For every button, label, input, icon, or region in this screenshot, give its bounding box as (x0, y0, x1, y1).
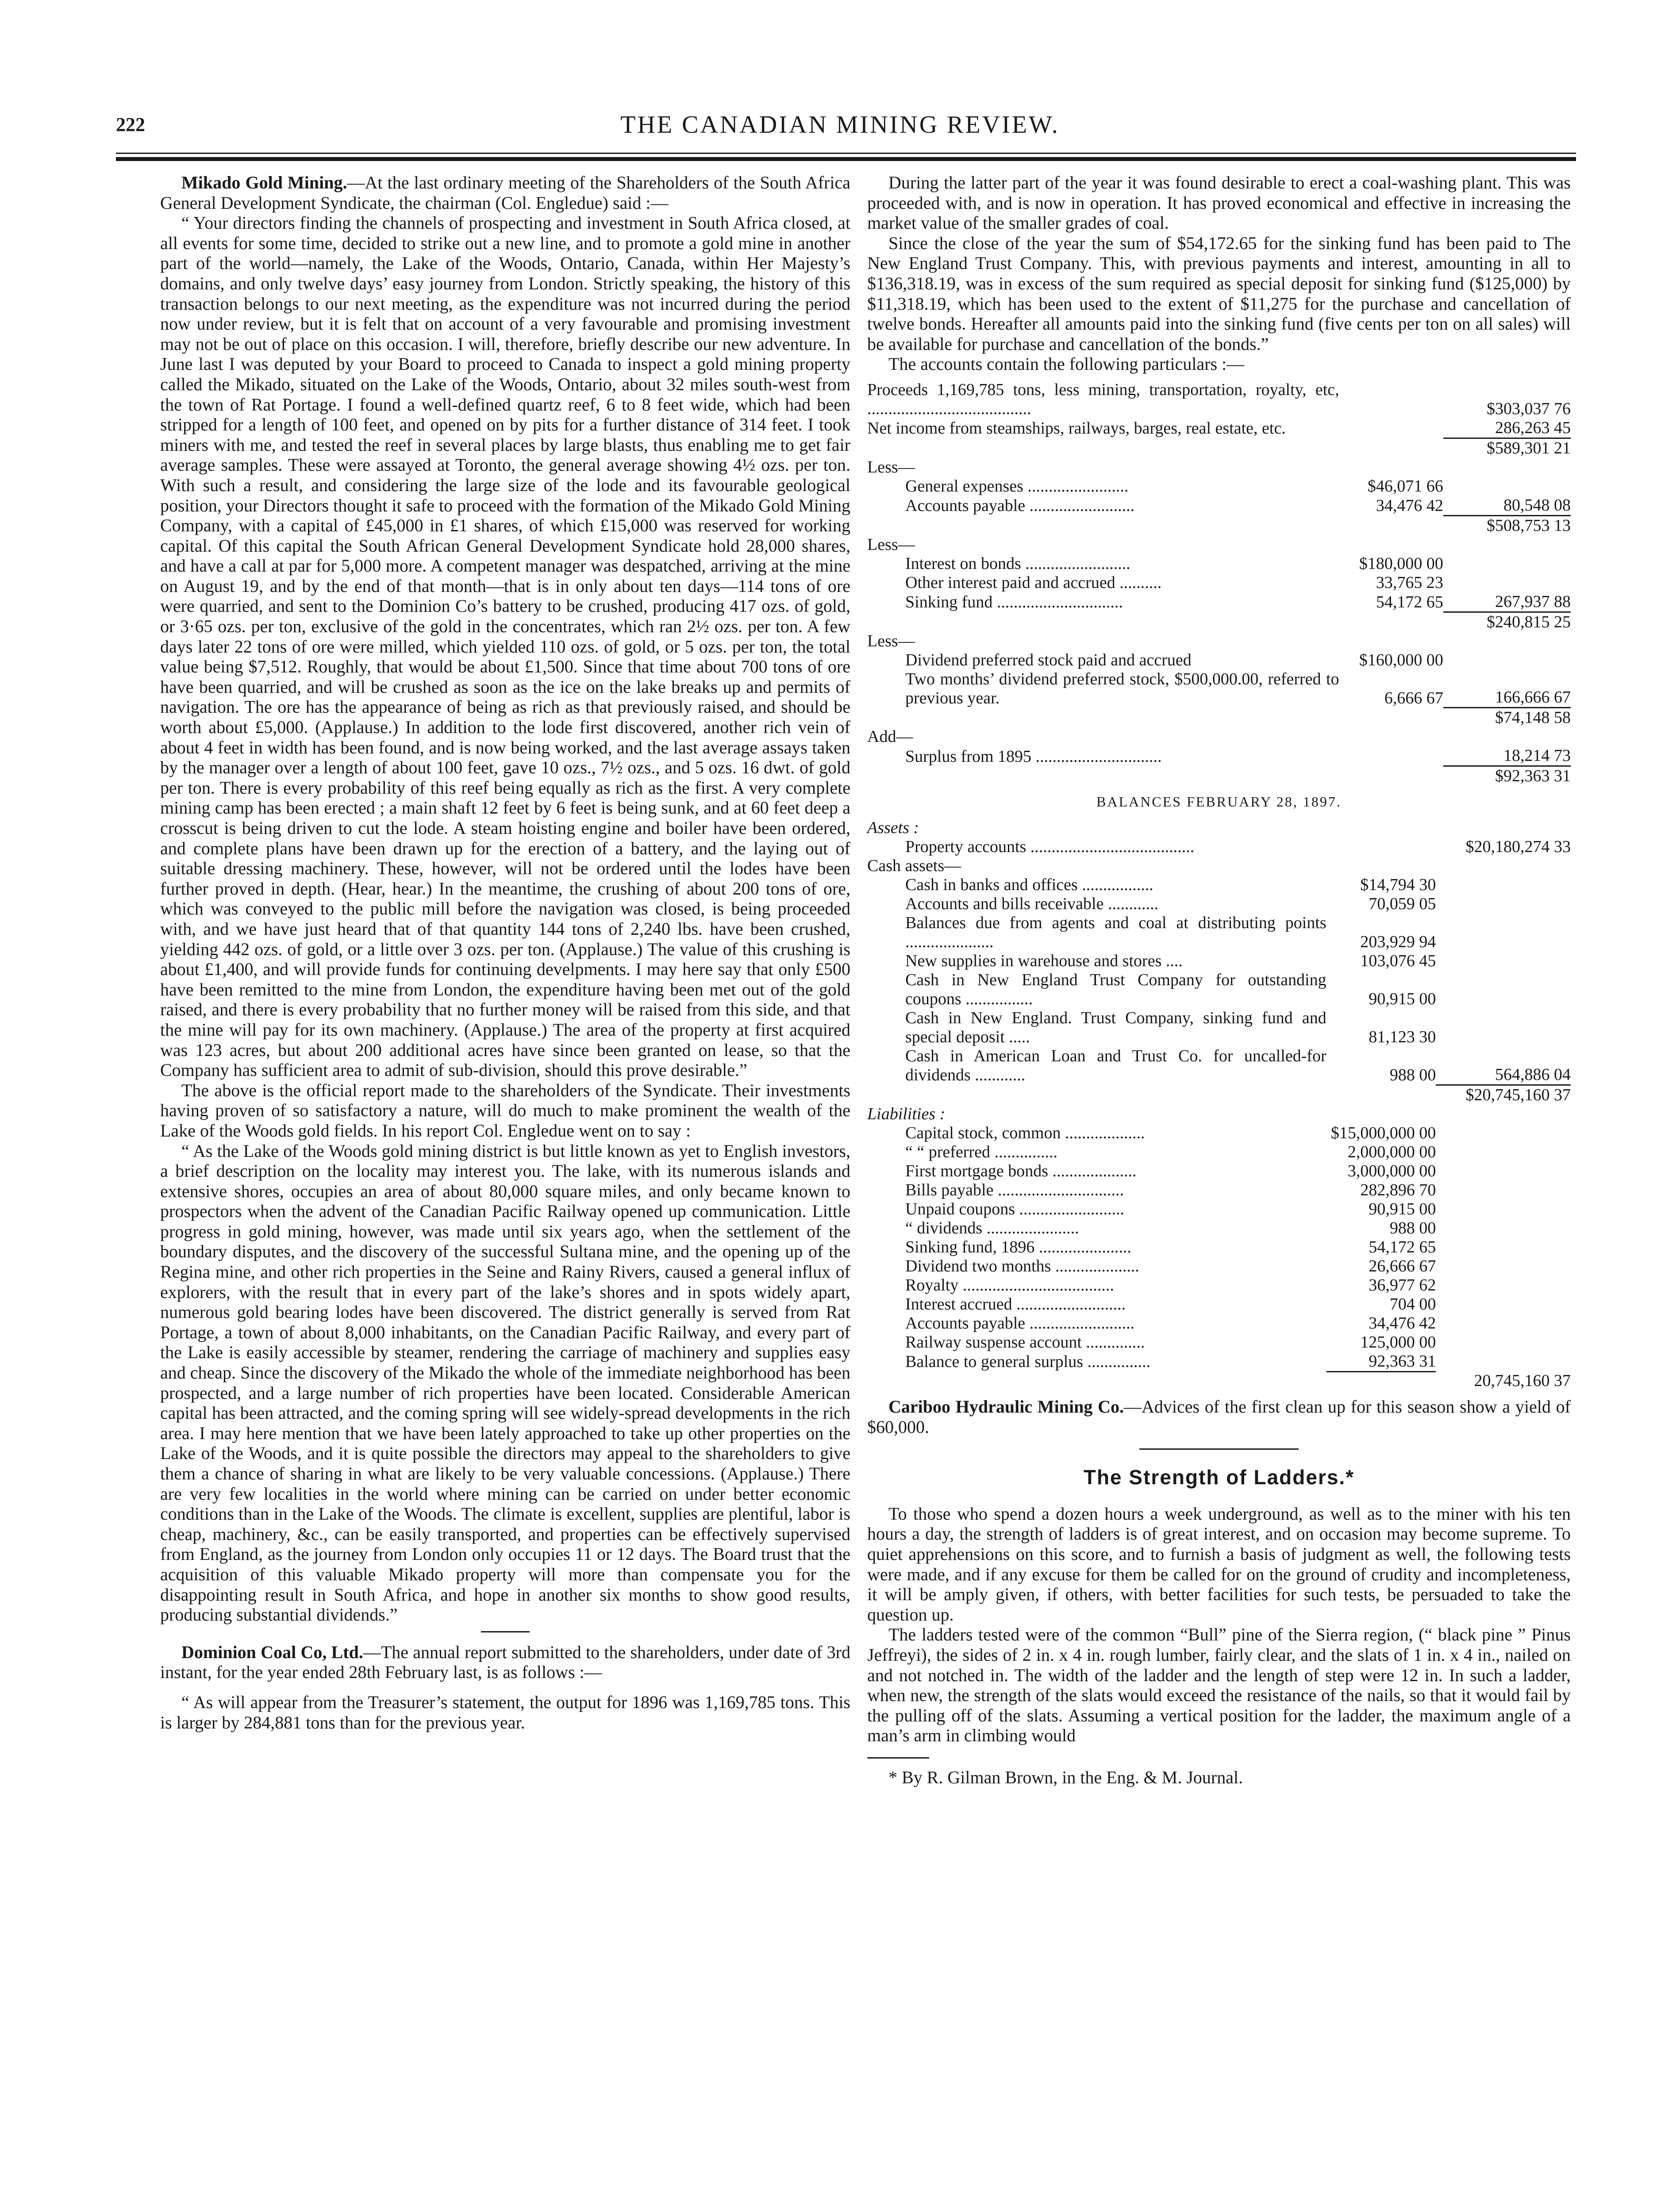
section-divider (481, 1631, 530, 1632)
table-row: Accounts payable ......................... 34,476 42 80,548 08 (905, 495, 1571, 515)
table-row: Unpaid coupons ......................... 90,915 00 (905, 1199, 1436, 1218)
mikado-paragraph-1: “ Your directors finding the channels of prospecting and investment in South Africa closed, at all events for some time, decided to strike out a new line, and to promote a gold mine in another part of the world—namely, the Lake of the Woods, Ontario, Canada, within Her Majesty’s domains, and only twelve days’ easy journey from London. Strictly speaking, the history of this transaction belongs to our next meeting, as the expenditure was not incurred during the period now under review, but it is felt that on account of a very favourable and promising investment may not be out of place on this occasion. I will, therefore, briefly describe our new adventure. In June last I was deputed by your Board to proceed to Canada to inspect a gold mining property called the Mikado, situated on the Lake of the Woods, Ontario, about 32 miles south-west from the town of Rat Portage. I found a well-defined quartz reef, 6 to 8 feet wide, which had been stripped for a length of 100 feet, and opened on by pits for a further distance of 314 feet. I took miners with me, and tested the reef in several places by large blasts, thus enabling me to get fair average samples. These were assayed at Toronto, the general average showing 4½ ozs. per ton. With such a result, and considering the large size of the lode and its favourable geological position, your Directors thought it safe to proceed with the formation of the Mikado Gold Mining Company, with a capital of £45,000 in £1 shares, of which £15,000 was reserved for working capital. Of this capital the South African General Development Syndicate hold 28,000 shares, and have a call at par for 5,000 more. A competent manager was despatched, arriving at the mine on August 19, and by the end of that month—that is in only about ten days—114 tons of ore were quarried, and sent to the Dominion Co’s battery to be crushed, producing 417 ozs. of gold, or 3·65 ozs. per ton, exclusive of the gold in the concentrates, which ran 2½ ozs. per ton. A few days later 22 tons of ore were milled, which yielded 110 ozs. of gold, or 5 ozs. per ton, the total value being $7,512. Roughly, that would be about £1,500. Since that time about 700 tons of ore have been quarried, and will be crushed as soon as the ice on the lake breaks up and permits of navigation. The ore has the appearance of being as rich as that previously raised, and should be worth about £5,000. (Applause.) In addition to the lode first discovered, another rich vein of about 4 feet in width has been found, and is now being worked, and the last average assays taken by the manager over a length of about 100 feet, gave 10 ozs., 7½ ozs., and 5 ozs. 16 dwt. of gold per ton. There is every probability of this reef being equally as rich as the first. A very complete mining camp has been erected ; a main shaft 12 feet by 6 feet is being sunk, and at 60 feet deep a crosscut is being driven to cut the lode. A steam hoisting engine and boiler have been ordered, and complete plans have been drawn up for the erection of a battery, and the laying out of suitable dressing machinery. These, however, will not be ordered until the lodes have been further proved in depth. (Hear, hear.) In the meantime, the crushing of about 200 tons of ore, which was conveyed to the public mill before the navigation was closed, is being proceeded with, and we have just heard that of that quantity 144 tons of 2,240 lbs. have been crushed, yielding 442 ozs. of gold, or a little over 3 ozs. per ton. (Applause.) The value of this crushing is about £1,400, and will provide funds for continuing develpments. I may here say that only £500 have been remitted to the mine from London, the expenditure having been met out of the gold raised, and there is every probability that no further money will be raised from this side, and that the mine will pay for its own machinery. (Applause.) The area of the property at first acquired was 123 acres, but about 200 additional acres have since been granted on lease, so that the Company has sufficient area to admit of sub-division, should this prove desirable.” (160, 213, 850, 1080)
dominion-intro: Dominion Coal Co, Ltd.—The annual report submitted to the shareholders, under date of 3rd instant, for the year ended 28th February last, is as follows :— (160, 1642, 850, 1682)
section-divider (1139, 1448, 1299, 1450)
table-row: Less— (867, 535, 915, 554)
table-row: Capital stock, common ................... $15,000,000 00 (905, 1123, 1436, 1142)
total-value: $92,363 31 (1443, 766, 1571, 786)
table-row (867, 818, 1571, 837)
ladders-paragraph-2: The ladders tested were of the common “Bull” pine of the Sierra region, (“ black pine ” Pinus Jeffreyi), the sides of 2 in. x 4 in. rough lumber, fairly clear, and the slats of 1 in. x 4 in., nailed on and not notched in. The width of the ladder and the length of step were 12 in. In such a ladder, when new, the strength of the slats would exceed the resistance of the nails, so that it would fail by the pulling off of the slats. Assuming a vertical position for the ladder, the maximum angle of a man’s arm in climbing would (867, 1624, 1571, 1746)
mikado-paragraph-2: The above is the official report made to the shareholders of the Syndicate. Their investments having proven of so satisfactory a nature, will do much to make prominent the wealth of the Lake of the Woods gold fields. In his report Col. Engledue went on to say : (160, 1080, 850, 1141)
table-row: Net income from steamships, railways, barges, real estate, etc. 286,263 45 (867, 418, 1571, 438)
table-row: Cash in New England Trust Company for outstanding coupons ................ 90,915 00 (905, 971, 1436, 1009)
mikado-intro: Mikado Gold Mining.—At the last ordinary meeting of the Shareholders of the South Africa General Development Syndicate, the chairman (Col. Engledue) said :— (160, 173, 850, 213)
footnote: * By R. Gilman Brown, in the Eng. & M. Journal. (888, 1767, 1243, 1787)
subtotal-value: $508,753 13 (1443, 515, 1571, 535)
dominion-heading: Dominion Coal Co, Ltd. (181, 1642, 363, 1662)
table-row: Proceeds 1,169,785 tons, less mining, transportation, royalty, etc, ....................................... $303,037 76 (867, 380, 1571, 418)
table-row: Add— (867, 727, 913, 746)
cariboo-heading: Cariboo Hydraulic Mining Co. (888, 1397, 1124, 1417)
table-row: Accounts payable ......................... 34,476 42 (905, 1313, 1436, 1333)
table-row: Interest accrued .......................... 704 00 (905, 1294, 1436, 1313)
table-row (867, 1105, 1571, 1124)
table-row: Accounts and bills receivable ............ 70,059 05 (905, 895, 1436, 914)
subtotal-value: $589,301 21 (1443, 438, 1571, 458)
table-row: Cash in banks and offices ................. $14,794 30 (905, 876, 1436, 895)
table-row: Dividend two months .................... 26,666 67 (905, 1256, 1436, 1275)
ladders-title: The Strength of Ladders.* (1083, 1466, 1355, 1489)
mikado-heading: Mikado Gold Mining. (181, 173, 347, 192)
liabilities-label: Liabilities : (867, 1104, 946, 1123)
table-row: Two months’ dividend preferred stock, $500,000.00, referred to previous year. 6,666 67 166,666 67 (905, 669, 1571, 707)
balances-heading: BALANCES FEBRUARY 28, 1897. (1096, 794, 1342, 810)
table-row (867, 612, 1571, 632)
balance-sheet-table (867, 818, 1571, 1390)
table-row: First mortgage bonds .................... 3,000,000 00 (905, 1161, 1436, 1180)
assets-total: $20,745,160 37 (1436, 1085, 1571, 1105)
dominion-paragraph-2: During the latter part of the year it was found desirable to erect a coal-washing plant. This was proceeded with, and is now in operation. It has proved economical and effective in increasing the market value of the smaller grades of coal. (867, 173, 1571, 233)
footnote-rule (867, 1757, 929, 1759)
table-row: Cash in American Loan and Trust Co. for uncalled-for dividends ............ 988 00 564,886 04 (905, 1047, 1571, 1085)
table-row (867, 1371, 1571, 1390)
table-row: Cash assets— (867, 856, 961, 876)
table-row: Interest on bonds ......................... $180,000 00 (905, 554, 1443, 573)
table-row: Less— (867, 457, 915, 476)
assets-label: Assets : (867, 818, 919, 837)
table-row: Balances due from agents and coal at distributing points ..................... 203,929 94 (905, 914, 1436, 952)
table-row: Bills payable .............................. 282,896 70 (905, 1180, 1436, 1199)
running-header (0, 111, 1680, 146)
table-row: “ “ preferred ............... 2,000,000 00 (905, 1142, 1436, 1161)
table-row: Property accounts ....................................... $20,180,274 33 (905, 837, 1571, 856)
dominion-paragraph-4: The accounts contain the following particulars :— (888, 354, 1245, 374)
cariboo-paragraph: Cariboo Hydraulic Mining Co.—Advices of the first clean up for this season show a yield of $60,000. (867, 1397, 1571, 1437)
table-row: Railway suspense account .............. 125,000 00 (905, 1333, 1436, 1352)
table-row: Cash in New England. Trust Company, sinking fund and special deposit ..... 81,123 30 (905, 1009, 1436, 1047)
table-row: “ dividends ...................... 988 00 (905, 1218, 1436, 1237)
table-row (867, 708, 1571, 728)
table-row: Other interest paid and accrued .......... 33,765 23 (905, 573, 1443, 592)
table-row: Royalty .................................... 36,977 62 (905, 1275, 1436, 1294)
table-row: Sinking fund, 1896 ...................... 54,172 65 (905, 1237, 1436, 1256)
table-row: General expenses ........................ $46,071 66 (905, 476, 1443, 495)
page-number: 222 (116, 114, 145, 135)
dominion-paragraph-1: “ As will appear from the Treasurer’s statement, the output for 1896 was 1,169,785 tons. This is larger by 284,881 tons than for the previous year. (160, 1692, 850, 1732)
mikado-paragraph-3: “ As the Lake of the Woods gold mining district is but little known as yet to English investors, a brief description on the locality may interest you. The lake, with its numerous islands and extensive shores, occupies an area of about 80,000 square miles, and only became known to prospectors when the advent of the Canadian Pacific Railway opened up communication. Little progress in gold mining, however, was made until six years ago, when the settlement of the boundary disputes, and the discovery of the successful Sultana mine, and the opening up of the Regina mine, and other rich properties in the Seine and Rainy Rivers, caused a general influx of explorers, with the result that in every part of the lake’s shores and in spots widely apart, numerous gold bearing lodes have been discovered. The district generally is served from Rat Portage, a town of about 8,000 inhabitants, on the Canadian Pacific Railway, and every part of the Lake is easily accessible by steamer, rendering the carriage of machinery and supplies easy and cheap. Since the discovery of the Mikado the whole of the immediate neighborhood has been prospected, and a large number of rich properties have been located. Considerable American capital has been attracted, and the coming spring will see widely-spread developments in the rich area. I may here mention that we have been lately approached to take up other properties on the Lake of the Woods, and it is quite possible the directors may appeal to the shareholders to give them a chance of sharing in what are likely to be very valuable concessions. (Applause.) There are very few localities in the world where mining can be carried on under better economic conditions than in the Lake of the Woods. The climate is excellent, supplies are plentiful, labor is cheap, machinery, &c., can be easily transported, and properties can be effectively supervised from England, as the journey from London only occupies 11 or 12 days. The Board trust that the acquisition of this valuable Mikado property will more than compensate you for the disappointing result in South Africa, and hope in another six months to show good results, producing substantial dividends.” (160, 1141, 850, 1625)
table-row (867, 1085, 1571, 1105)
income-accounts-table (867, 380, 1571, 786)
table-row: New supplies in warehouse and stores .... 103,076 45 (905, 952, 1436, 971)
header-rule-thin (116, 153, 1576, 154)
liabilities-total: 20,745,160 37 (1474, 1371, 1571, 1390)
subtotal-value: $240,815 25 (1443, 612, 1571, 632)
header-rule-thick (116, 157, 1576, 161)
dominion-paragraph-3: Since the close of the year the sum of $54,172.65 for the sinking fund has been paid to The New England Trust Company. This, with previous payments and interest, amounting in all to $136,318.19, was in excess of the sum required as special deposit for sinking fund ($125,000) by $11,318.19, which has been used to the extent of $11,275 for the purchase and cancellation of twelve bonds. Hereafter all amounts paid into the sinking fund (five cents per ton on all sales) will be available for purchase and cancellation of the bonds.” (867, 233, 1571, 354)
subtotal-value: $74,148 58 (1443, 708, 1571, 728)
table-row: Dividend preferred stock paid and accrued $160,000 00 (905, 650, 1443, 669)
table-row: Sinking fund .............................. 54,172 65 267,937 88 (905, 592, 1571, 612)
ladders-paragraph-1: To those who spend a dozen hours a week underground, as well as to the miner with his ten hours a day, the strength of ladders is of great interest, and on occasion may become supreme. To quiet apprehensions on this score, and to furnish a basis of judgment as well, the following tests were made, and if any excuse for them be called for on the ground of crudity and incompleteness, it will be amply given, if others, with better facilities for such tests, be persuaded to take the question up. (867, 1503, 1571, 1624)
table-row: Surplus from 1895 .............................. 18,214 73 (905, 746, 1571, 766)
table-row: Balance to general surplus ............... 92,363 31 (905, 1352, 1436, 1371)
table-row: Less— (867, 631, 915, 650)
table-row (867, 766, 1571, 786)
table-row (867, 438, 1571, 458)
table-row (867, 515, 1571, 535)
left-column (160, 173, 850, 1732)
right-column (867, 173, 1571, 1788)
journal-title: THE CANADIAN MINING REVIEW. (620, 111, 1060, 138)
